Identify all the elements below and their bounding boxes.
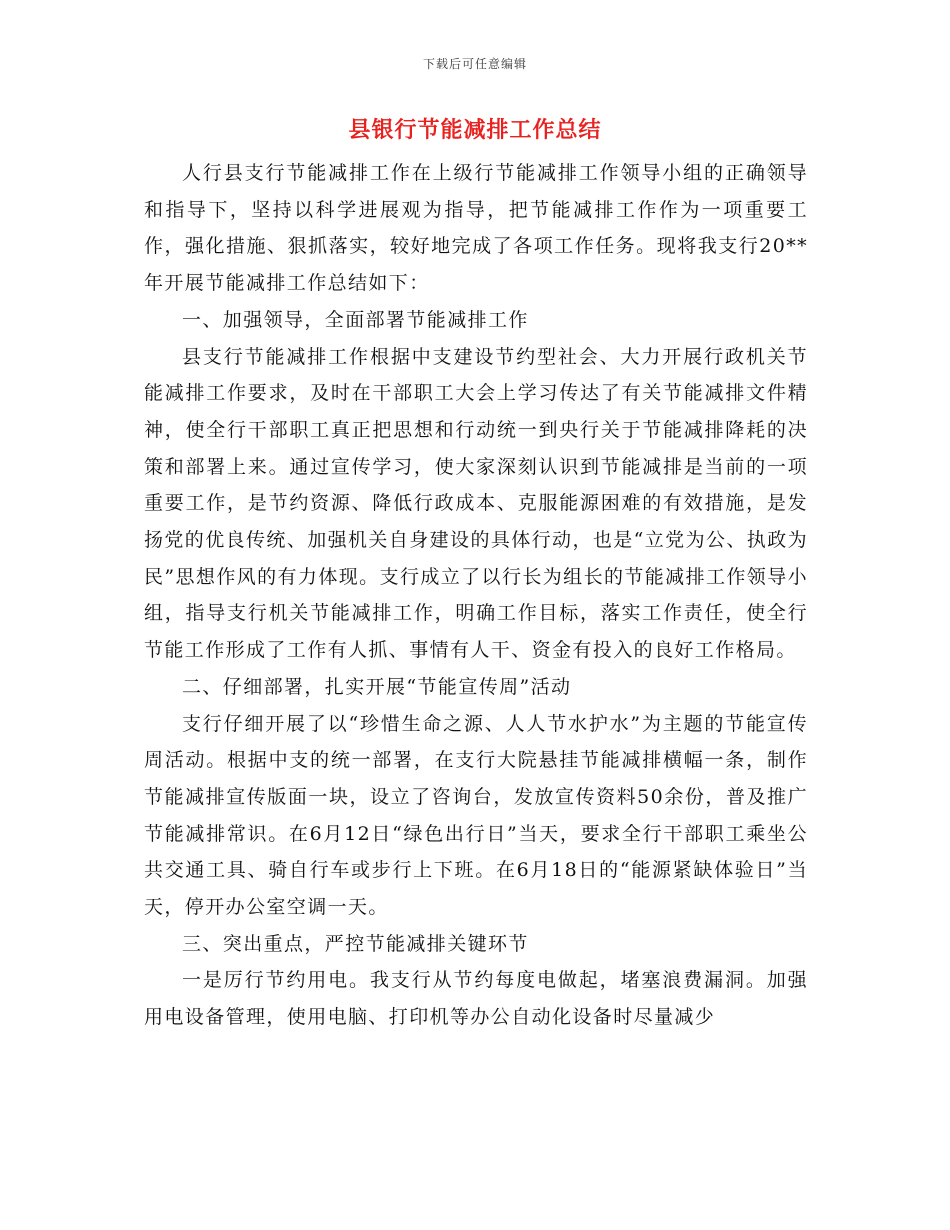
paragraph-section-1: 县支行节能减排工作根据中支建设节约型社会、大力开展行政机关节能减排工作要求，及时在干部职工大会上学习传达了有关节能减排文件精神，使全行干部职工真正把思想和行动统一到央行关于节能减排降耗的决策和部署上来。通过宣传学习，使大家深刻认识到节能减排是当前的一项重要工作，是节约资源、降低行政成本、克服能源困难的有效措施，是发扬党的优良传统、加强机关自身建设的具体行动，也是“立党为公、执政为民”思想作风的有力体现。支行成立了以行长为组长的节能减排工作领导小组，指导支行机关节能减排工作，明确工作目标，落实工作责任，使全行节能工作形成了工作有人抓、事情有人干、资金有投入的良好工作格局。 bbox=[144, 345, 808, 662]
header-note: 下载后可任意编辑 bbox=[422, 57, 527, 71]
document-body bbox=[144, 155, 808, 1036]
paragraph-intro: 人行县支行节能减排工作在上级行节能减排工作领导小组的正确领导和指导下，坚持以科学进展观为指导，把节能减排工作作为一项重要工作，强化措施、狠抓落实，较好地完成了各项工作任务。现将我支行20**年开展节能减排工作总结如下： bbox=[144, 162, 808, 295]
section-heading-1: 一、加强领导，全面部署节能减排工作 bbox=[182, 308, 529, 331]
section-heading-3: 三、突出重点，严控节能减排关键环节 bbox=[182, 932, 529, 955]
paragraph-section-3: 一是厉行节约用电。我支行从节约每度电做起，堵塞浪费漏洞。加强用电设备管理，使用电脑、打印机等办公自动化设备时尽量减少 bbox=[144, 969, 808, 1029]
section-heading-2: 二、仔细部署，扎实开展“节能宣传周”活动 bbox=[182, 675, 572, 698]
document-title: 县银行节能减排工作总结 bbox=[348, 117, 602, 143]
paragraph-section-2: 支行仔细开展了以“珍惜生命之源、人人节水护水”为主题的节能宣传周活动。根据中支的统一部署，在支行大院悬挂节能减排横幅一条，制作节能减排宣传版面一块，设立了咨询台，发放宣传资料50余份，普及推广节能减排常识。在6月12日“绿色出行日”当天，要求全行干部职工乘坐公共交通工具、骑自行车或步行上下班。在6月18日的“能源紧缺体验日”当天，停开办公室空调一天。 bbox=[144, 712, 808, 919]
